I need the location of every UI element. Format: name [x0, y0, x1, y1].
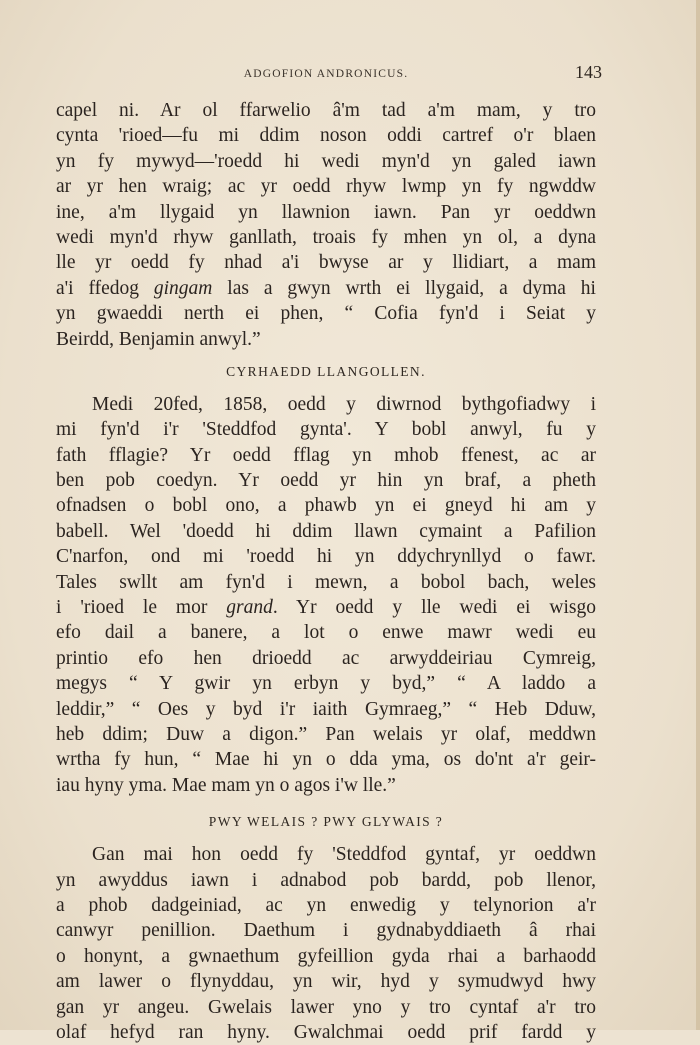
text-line: megys “ Y gwir yn erbyn y byd,” “ A laddo a: [56, 673, 596, 695]
page-header: [56, 62, 602, 86]
text-line: yn awyddus iawn i adnabod pob bardd, pob llenor,: [56, 869, 596, 891]
text-line: a phob dadgeiniad, ac yn enwedig y telynorion a'r: [56, 894, 596, 916]
text-line: lle yr oedd fy nhad a'i bwyse ar y llidiart, a mam: [56, 252, 596, 274]
text-line: C'narfon, ond mi 'roedd hi yn ddychrynllyd o fawr.: [56, 546, 596, 568]
text-line: Tales swllt am fyn'd i mewn, a bobol bach, weles: [56, 571, 596, 593]
text-line: capel ni. Ar ol ffarwelio â'm tad a'm mam, y tro: [56, 100, 596, 121]
section-heading: CYRHAEDD LLANGOLLEN.: [226, 363, 426, 379]
page-edge-shadow: [696, 0, 700, 1030]
text-line: wrtha fy hun, “ Mae hi yn o dda yma, os do'nt a'r geir-: [56, 749, 596, 771]
text-line: Gan mai hon oedd fy 'Steddfod gyntaf, yr oeddwn: [92, 844, 596, 866]
paragraph-who-seen: [56, 842, 596, 1045]
text-line: leddir,” “ Oes y byd i'r iaith Gymraeg,” “ Heb Dduw,: [56, 698, 596, 720]
page-number: 143: [575, 62, 602, 82]
text-span: las a gwyn wrth ei llygaid, a dyma hi: [212, 277, 596, 299]
text-span: . Yr oedd y lle wedi ei wisgo: [272, 597, 596, 619]
text-line: ar yr hen wraig; ac yr oedd rhyw lwmp yn fy ngwddw: [56, 176, 596, 198]
text-line: o honynt, a gwnaethum gyfeillion gyda rhai a barhaodd: [56, 945, 596, 967]
text-line: heb ddim; Duw a digon.” Pan welais yr olaf, meddwn: [56, 723, 596, 745]
paragraph-llangollen: [56, 392, 596, 798]
text-line: fath fflagie? Yr oedd fflag yn mhob ffenest, ac ar: [56, 444, 596, 466]
text-line: canwyr penillion. Daethum i gydnabyddiaeth â rhai: [56, 920, 596, 942]
text-line: ine, a'm llygaid yn llawnion iawn. Pan yr oeddwn: [56, 201, 596, 223]
italic-word: grand: [226, 597, 273, 619]
text-line: Beirdd, Benjamin anwyl.”: [56, 328, 261, 350]
text-line: efo dail a banere, a lot o enwe mawr wedi eu: [56, 622, 596, 644]
text-span: i 'rioed le mor: [56, 597, 227, 619]
text-line: ofnadsen o bobl ono, a phawb yn ei gneyd hi am y: [56, 495, 596, 517]
text-line: [56, 276, 596, 301]
section-heading: PWY WELAIS ? PWY GLYWAIS ?: [208, 814, 444, 830]
text-line: ben pob coedyn. Yr oedd yr hin yn braf, a pheth: [56, 470, 596, 492]
paragraph-departure: [56, 98, 596, 352]
text-line: yn fy mywyd—'roedd hi wedi myn'd yn galed iawn: [56, 150, 596, 172]
text-line: iau hyny yma. Mae mam yn o agos i'w lle.”: [56, 774, 396, 796]
text-line: olaf hefyd ran hyny. Gwalchmai oedd prif fardd y: [56, 1021, 596, 1043]
italic-word: gingam: [153, 277, 213, 299]
text-line: mi fyn'd i'r 'Steddfod gynta'. Y bobl anwyl, fu y: [56, 419, 596, 441]
running-head: ADGOFION ANDRONICUS.: [243, 68, 409, 80]
text-line: Medi 20fed, 1858, oedd y diwrnod bythgofiadwy i: [92, 393, 596, 415]
text-span: a'i ffedog: [56, 277, 154, 299]
text-line: yn gwaeddi nerth ei phen, “ Cofia fyn'd i Seiat y: [56, 303, 596, 325]
text-line: printio efo hen drioedd ac arwyddeiriau Cymreig,: [56, 647, 596, 669]
page-body: [56, 98, 596, 1045]
text-line: babell. Wel 'doedd hi ddim llawn cymaint a Pafilion: [56, 520, 596, 542]
text-line: [56, 595, 596, 620]
text-line: cynta 'rioed—fu mi ddim noson oddi cartref o'r blaen: [56, 125, 596, 147]
text-line: am lawer o flynyddau, yn wir, hyd y symudwyd hwy: [56, 971, 596, 993]
text-line: wedi myn'd rhyw ganllath, troais fy mhen yn ol, a dyna: [56, 226, 596, 248]
text-line: gan yr angeu. Gwelais lawer yno y tro cyntaf a'r tro: [56, 996, 596, 1018]
